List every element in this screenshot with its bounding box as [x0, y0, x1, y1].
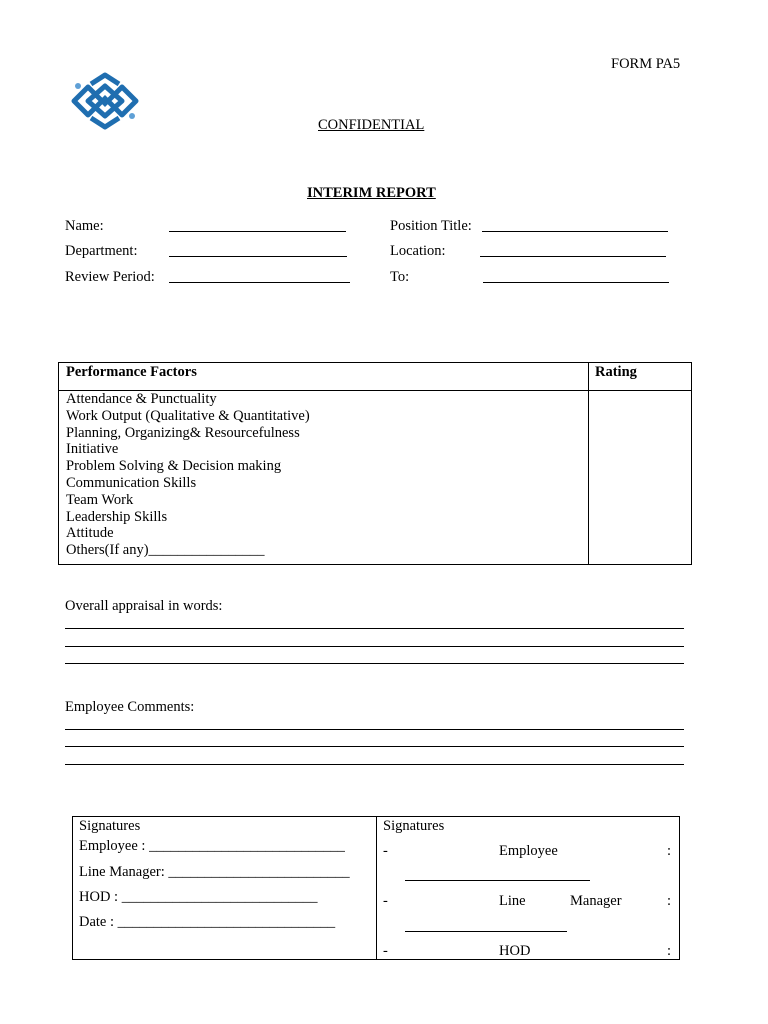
- factor-item: Team Work: [66, 491, 134, 508]
- employee-signature-line[interactable]: [405, 880, 590, 881]
- review-period-label: Review Period:: [65, 269, 155, 285]
- comments-line[interactable]: [65, 764, 684, 765]
- company-logo-icon: [66, 72, 144, 130]
- location-field[interactable]: [480, 256, 666, 257]
- employee-signature-label: Employee: [499, 843, 558, 859]
- to-label: To:: [390, 269, 410, 285]
- employee-dash: -: [383, 843, 388, 859]
- form-code: FORM PA5: [611, 56, 681, 72]
- signatures-heading-left: Signatures: [79, 818, 141, 834]
- rating-header: Rating: [595, 364, 637, 380]
- employee-comments-label: Employee Comments:: [65, 699, 195, 715]
- confidential-label: CONFIDENTIAL: [318, 117, 425, 133]
- to-field[interactable]: [483, 282, 669, 283]
- name-label: Name:: [65, 218, 104, 234]
- performance-table: [58, 362, 692, 565]
- line-manager-dash: -: [383, 893, 388, 909]
- comments-line[interactable]: [65, 746, 684, 747]
- factor-item: Initiative: [66, 441, 119, 458]
- department-field[interactable]: [169, 256, 347, 257]
- line-manager-label-manager: Manager: [570, 893, 622, 909]
- performance-factors-list: [66, 391, 310, 559]
- line-manager-signature-line[interactable]: [405, 931, 567, 932]
- department-label: Department:: [65, 243, 138, 259]
- position-title-label: Position Title:: [390, 218, 472, 234]
- signatures-table: [72, 816, 680, 960]
- comments-line[interactable]: [65, 729, 684, 730]
- employee-colon: :: [667, 843, 672, 859]
- location-label: Location:: [390, 243, 446, 259]
- line-manager-colon: :: [667, 893, 672, 909]
- employee-signature-field[interactable]: Employee : ___________________________: [79, 838, 345, 854]
- name-field[interactable]: [169, 231, 346, 232]
- factor-item: Attendance & Punctuality: [66, 391, 217, 407]
- factor-item: Work Output (Qualitative & Quantitative): [66, 407, 310, 424]
- line-manager-signature-field[interactable]: Line Manager: _________________________: [79, 864, 350, 880]
- page-title: INTERIM REPORT: [307, 185, 436, 201]
- performance-factors-header: Performance Factors: [66, 364, 197, 380]
- signatures-column-divider: [376, 817, 377, 959]
- factor-item: Attitude: [66, 525, 114, 542]
- rating-cell[interactable]: [589, 391, 691, 564]
- line-manager-label-line: Line: [499, 893, 526, 909]
- overall-appraisal-label: Overall appraisal in words:: [65, 598, 223, 614]
- hod-signature-label: HOD: [499, 943, 531, 959]
- review-period-field[interactable]: [169, 282, 350, 283]
- factor-item: Planning, Organizing& Resourcefulness: [66, 424, 300, 441]
- hod-signature-field[interactable]: HOD : ___________________________: [79, 889, 318, 905]
- hod-dash: -: [383, 943, 388, 959]
- date-field[interactable]: Date : ______________________________: [79, 914, 336, 930]
- factor-item: Communication Skills: [66, 474, 197, 491]
- position-title-field[interactable]: [482, 231, 668, 232]
- appraisal-line[interactable]: [65, 663, 684, 664]
- factor-item: Leadership Skills: [66, 508, 168, 525]
- appraisal-line[interactable]: [65, 628, 684, 629]
- signatures-heading-right: Signatures: [383, 818, 445, 834]
- factor-item: Others(If any)________________: [66, 542, 265, 559]
- hod-colon: :: [667, 943, 672, 959]
- factor-item: Problem Solving & Decision making: [66, 458, 282, 475]
- appraisal-line[interactable]: [65, 646, 684, 647]
